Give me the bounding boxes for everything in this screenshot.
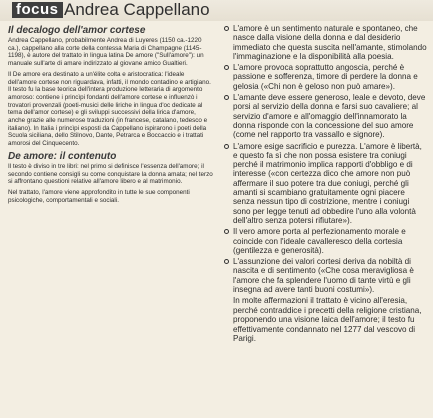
list-item: L'amore esige sacrificio e purezza. L'amore è libertà, e questo fa sì che non possa esistere tra coniugi perché il matrimonio implica rapporti d'obbligo e di interesse («con certezza dico che amore non può affermare il suo potere tra due coniugi, perché gli amanti si scambiano gratuitamente ogni piacere senza nessun tipo di costrizione, mentre i coniugi sono per legge tenuti ad obbedire l'uno alla volontà dell'altro senza potersi rifiutare»).: [223, 142, 428, 226]
paragraph-heresy: In molte affermazioni il trattato è vicino all'eresia, perché contraddice i precetti della religione cristiana, proponendo una visione laica dell'amore; il testo fu effettivamente condannato nel 1277 dal vescovo di Parigi.: [233, 296, 422, 343]
focus-badge: focus: [12, 2, 63, 18]
bullet-icon: [224, 26, 229, 31]
bullet-icon: [224, 65, 229, 70]
list-item: L'amante deve essere generoso, leale e devoto, deve porsi al servizio della donna e farsi suo cavaliere; al servizio d'amore e all'omaggio dell'innamorato la donna risponde con la concessione del suo amore (come nel rapporto tra vassallo e signore).: [223, 93, 428, 139]
principles-list: [223, 24, 428, 294]
list-item: L'amore è un sentimento naturale e spontaneo, che nasce dalla visione della donna e dal desiderio immediato che questa suscita nell'amante, stimolando l'immaginazione e la disponibilità alla poesia.: [223, 24, 428, 61]
paragraph-books: Il testo è diviso in tre libri: nel primo si definisce l'essenza dell'amore; il secondo contiene consigli su come conquistare la donna amata; nel terzo si affrontano questioni relative all'amore libero e al matrimonio.: [8, 162, 213, 186]
section-title-decalogo: Il decalogo dell'amor cortese: [8, 25, 146, 36]
list-item: L'amore provoca soprattutto angoscia, perché è passione e sofferenza, timore di perdere la donna e gelosia («Chi non è geloso non può amare»).: [223, 63, 428, 91]
left-column: [8, 24, 213, 207]
header-bar: [0, 0, 433, 21]
paragraph-influence: Il De amore era destinato a un'élite colta e aristocratica: l'ideale dell'amore cortese non riguardava, infatti, il mondo contadino e artigiano. Il testo fu la base teorica dell'intera produzione letteraria di argomento amoroso: contiene i princìpi fondanti dell'amore cortese e influenzò i trovatori provenzali (poeti-musici delle liriche in lingua d'oc dedicate al tema dell'amor cortese) e gli sviluppi successivi della lirica d'amore, anche grazie alle numerose traduzioni (in francese, catalano, tedesco e italiano). In Italia i princìpi esposti da Cappellano ispirarono i poeti della Scuola siciliana, dello Stilnovo, Dante, Petrarca e Boccaccio e i trattati amorosi del Cinquecento.: [8, 70, 211, 148]
page-title: Andrea Cappellano: [64, 0, 210, 19]
right-column: [223, 24, 428, 343]
section-title-contenuto: De amore: il contenuto: [8, 150, 117, 162]
paragraph-components: Nel trattato, l'amore viene approfondito in tutte le sue componenti psicologiche, comportamentali e sociali.: [8, 188, 190, 204]
list-item: L'assunzione dei valori cortesi deriva da nobiltà di nascita e di sentimento («Che cosa meravigliosa è l'amore che fa splendere l'uomo di tante virtù e gli insegna ad avere tanti buoni costumi»).: [223, 257, 428, 294]
bullet-icon: [224, 229, 229, 234]
paragraph-intro: Andrea Cappellano, probabilmente Andrea di Luyeres (1150 ca.-1220 ca.), cappellano alla corte della contessa Maria di Champagne (1145-1198), è autore del trattato in lingua latina De amore ("Sull'amore"): un manuale sull'arte di amare indirizzato al giovane amico Gualtieri.: [8, 37, 204, 68]
bullet-icon: [224, 95, 229, 100]
bullet-icon: [224, 144, 229, 149]
list-item: Il vero amore porta al perfezionamento morale e coincide con l'ideale cavalleresco della cortesia (gentilezza e generosità).: [223, 227, 428, 255]
bullet-icon: [224, 259, 229, 264]
